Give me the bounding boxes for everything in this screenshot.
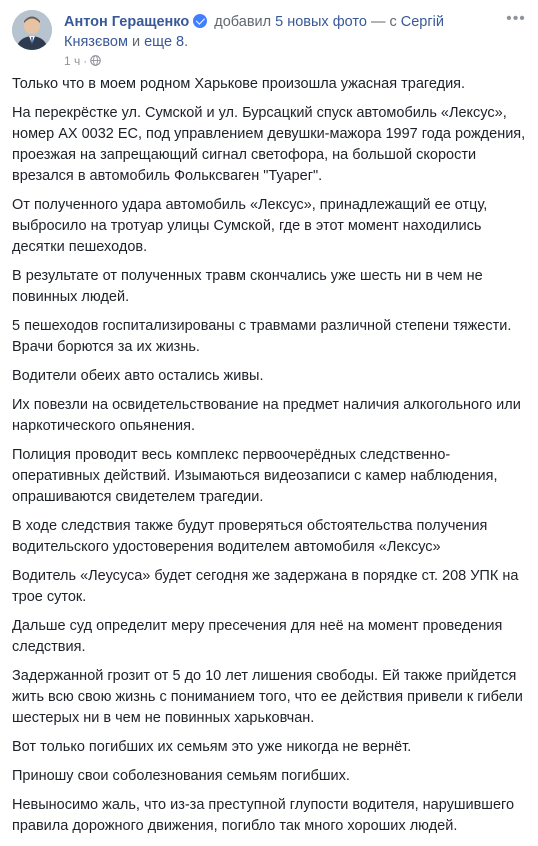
post-paragraph: Водители обеих авто остались живы.	[12, 368, 264, 384]
post-paragraph: Задержанной грозит от 5 до 10 лет лишения свободы. Ей также прийдется жить всю свою жизнь с пониманием того, что ее действия привели к гибели шестерых ни в чем не повинных харьковчан.	[12, 668, 523, 726]
tagged-person-link[interactable]: Сергій Князєвом	[64, 14, 444, 50]
post-paragraph: Дальше суд определит меру пресечения для неё на момент проведения следствия.	[12, 618, 503, 655]
post-meta	[64, 53, 101, 69]
post-paragraph: Невыносимо жаль, что из-за преступной глупости водителя, нарушившего правила дорожного движения, погибло так много хороших людей.	[12, 797, 515, 834]
photos-link[interactable]: 5 новых фото	[275, 14, 367, 30]
post-header	[12, 10, 526, 72]
post-paragraph: Полиция проводит весь комплекс первоочерёдных следственно-оперативных действий. Изымаються видеозаписи с камер наблюдения, опрашиваются свидетелем трагедии.	[12, 447, 498, 505]
timestamp[interactable]: 1 ч	[64, 54, 81, 68]
post-paragraph: Их повезли на освидетельствование на предмет наличия алкогольного или наркотического опьянения.	[12, 397, 521, 434]
post-paragraph: 5 пешеходов госпитализированы с травмами различной степени тяжести. Врачи борются за их жизнь.	[12, 318, 512, 355]
post-paragraph: Водитель «Леусуса» будет сегодня же задержана в порядке ст. 208 УПК на трое суток.	[12, 568, 519, 605]
avatar-photo-icon	[12, 10, 52, 50]
post-paragraph: Только что в моем родном Харькове произошла ужасная трагедия.	[12, 76, 466, 92]
header-period: .	[184, 34, 189, 50]
author-avatar[interactable]	[12, 10, 52, 50]
post-paragraph: На перекрёстке ул. Сумской и ул. Бурсацкий спуск автомобиль «Лексус», номер АХ 0032 ЕС, под управлением девушки-мажора 1997 года рождения, проезжая на запрещающий сигнал светофора, на большой скорости врезался в автомобиль Фольксваген "Туарег".	[12, 105, 526, 184]
post-paragraph: От полученного удара автомобиль «Лексус», принадлежащий ее отцу, выбросило на тротуар улицы Сумской, где в этот момент находились десятки пешеходов.	[12, 197, 488, 255]
action-text: добавил	[214, 14, 272, 30]
post-paragraph: Вот только погибших их семьям это уже никогда не вернёт.	[12, 739, 412, 755]
verified-badge-icon	[193, 14, 207, 28]
author-name[interactable]: Антон Геращенко	[64, 14, 190, 30]
globe-icon[interactable]	[90, 54, 101, 65]
meta-separator: ·	[83, 54, 88, 68]
post-paragraph: Приношу свои соболезнования семьям погибших.	[12, 768, 350, 784]
and-text: и	[131, 34, 141, 50]
post-paragraph: В результате от полученных травм скончались уже шесть ни в чем не повинных людей.	[12, 268, 483, 305]
others-link[interactable]: еще 8	[144, 34, 185, 50]
more-options-icon[interactable]: •••	[506, 10, 526, 27]
post-body	[12, 74, 526, 845]
post-header-line	[64, 12, 494, 52]
with-separator: — с	[370, 14, 397, 30]
post-paragraph: В ходе следствия также будут проверяться обстоятельства получения водительского удостоверения водителем автомобиля «Лексус»	[12, 518, 488, 555]
